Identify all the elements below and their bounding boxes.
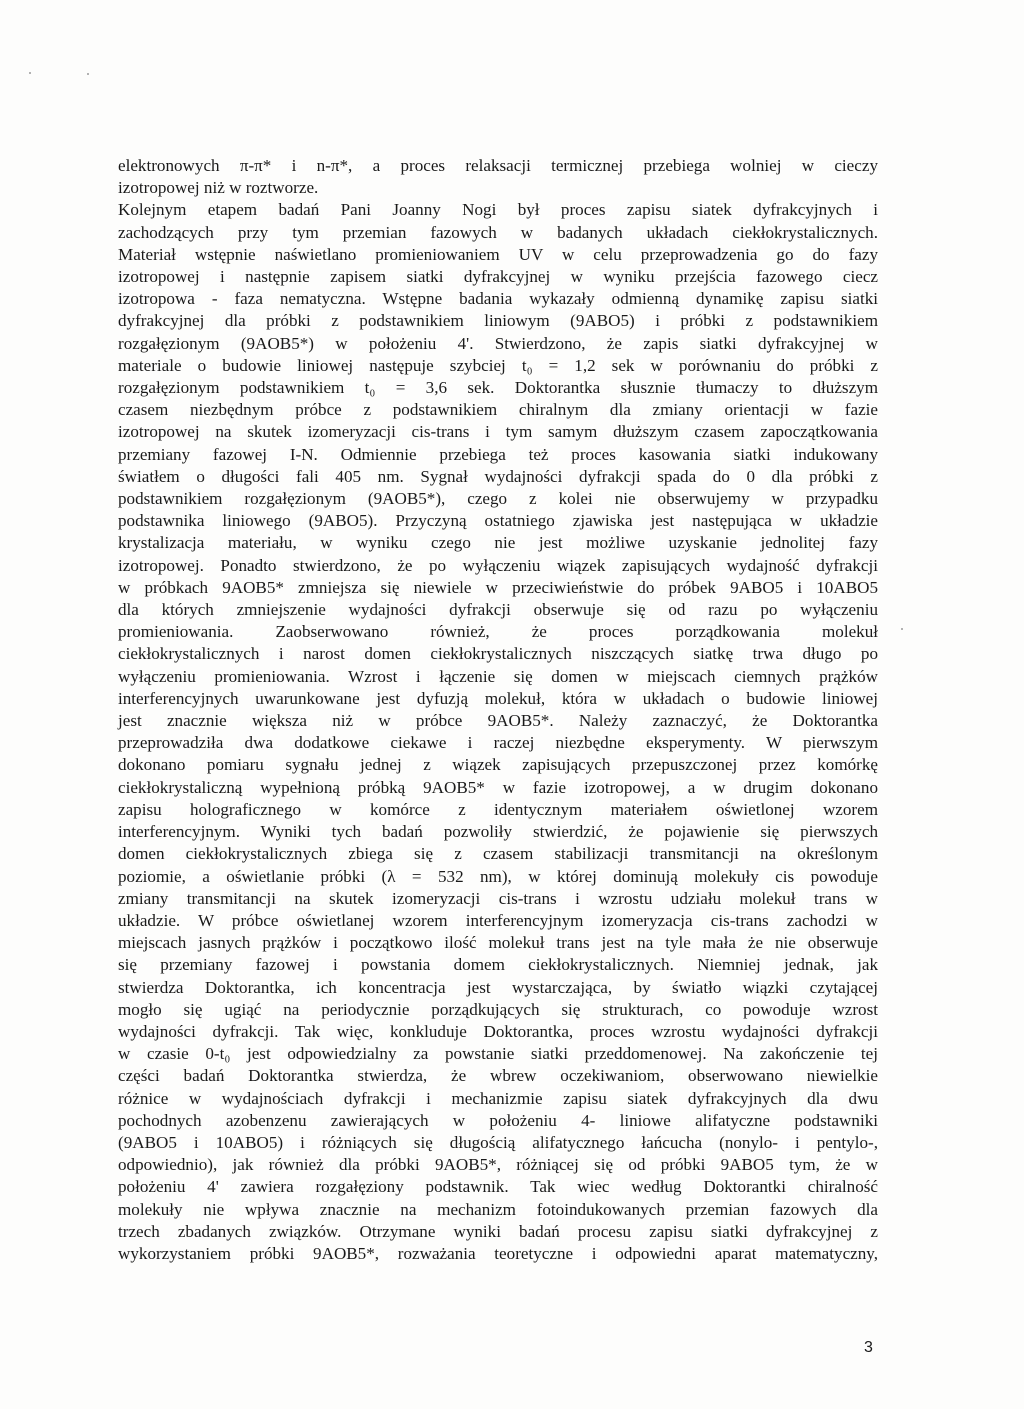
text-line: jest znacznie większa niż w próbce 9AOB5*. Należy zaznaczyć, że Doktorantka — [118, 711, 878, 731]
document-body — [118, 155, 878, 1265]
text-line: części badań Doktorantka stwierdza, że wbrew oczekiwaniom, obserwowano niewielkie — [118, 1066, 878, 1086]
text-line: elektronowych π-π* i n-π*, a proces relaksacji termicznej przebiega wolniej w cieczy — [118, 156, 878, 175]
scan-speck — [87, 73, 89, 75]
text-line: w próbkach 9AOB5* zmniejsza się niewiele w przeciwieństwie do próbek 9ABO5 i 10ABO5 — [118, 577, 878, 597]
text-line: wykorzystaniem próbki 9AOB5*, rozważania teoretyczne i odpowiedni aparat matematyczny, — [118, 1243, 878, 1263]
text-line: interferencyjnym. Wyniki tych badań pozwoliły stwierdzić, że pojawienie się pierwszych — [118, 822, 878, 842]
text-line: układzie. W próbce oświetlanej wzorem interferencyjnym izomeryzacja cis-trans zachodzi w — [118, 910, 878, 930]
text-line: stwierdza Doktorantka, ich koncentracja jest wystarczająca, by światło wiązki czytającej — [118, 977, 878, 997]
text-line: dokonano pomiaru sygnału jednej z wiązek zapisujących przepuszczonej przez komórkę — [118, 755, 878, 775]
text-line: Materiał wstępnie naświetlano promieniowaniem UV w celu przeprowadzenia go do fazy — [118, 244, 878, 264]
text-line: się przemiany fazowej i powstania domem ciekłokrystalicznych. Niemniej jednak, jak — [118, 955, 878, 975]
text-line: izotropowej i następnie zapisem siatki dyfrakcyjnej w wyniku przejścia fazowego ciecz — [118, 267, 878, 287]
text-line: podstawnikiem rozgałęzionym (9AOB5*), czego z kolei nie obserwujemy w przypadku — [118, 489, 878, 509]
text-line: izotropowej. Ponadto stwierdzono, że po wyłączeniu wiązek zapisujących wydajność dyfrakcji — [118, 555, 878, 575]
text-line: podstawnika liniowego (9ABO5). Przyczyną ostatniego zjawiska jest następująca w układzie — [118, 511, 878, 531]
text-line: wydajności dyfrakcji. Tak więc, konkluduje Doktorantka, proces wzrostu wydajności dyfrakcji — [118, 1021, 878, 1041]
text-line: rozgałęzionym podstawnikiem t₀ = 3,6 sek. Doktorantka słusznie tłumaczy to dłuższym — [118, 378, 878, 398]
scan-speck — [29, 72, 31, 74]
text-line: położeniu 4' zawiera rozgałęziony podstawnik. Tak wiec według Doktorantki chiralność — [118, 1177, 878, 1197]
page-number: 3 — [864, 1339, 873, 1356]
text-line: zapisu holograficznego w komórce z identycznym materiałem oświetlonej wzorem — [118, 799, 878, 819]
text-line: różnice w wydajnościach dyfrakcji i mechanizmie zapisu siatek dyfrakcyjnych dla dwu — [118, 1088, 878, 1108]
text-line: interferencyjnych uwarunkowane jest dyfuzją molekuł, która w układach o budowie liniowej — [118, 688, 878, 708]
text-line: izotropowej niż w roztworze. — [118, 178, 319, 198]
text-line: światłem o długości fali 405 nm. Sygnał wydajności dyfrakcji spada do 0 dla próbki z — [118, 466, 878, 486]
text-line: molekuły nie wpływa znacznie na mechanizm fotoindukowanych przemian fazowych dla — [118, 1199, 878, 1219]
text-line: przeprowadziła dwa dodatkowe ciekawe i raczej niezbędne eksperymenty. W pierwszym — [118, 733, 878, 753]
text-line: czasem niezbędnym próbce z podstawnikiem chiralnym dla zmiany orientacji w fazie — [118, 400, 878, 420]
text-line: ciekłokrystaliczną wypełnioną próbką 9AOB5* w fazie izotropowej, a w drugim dokonano — [118, 777, 878, 797]
text-line: w czasie 0-t₀ jest odpowiedzialny za powstanie siatki przeddomenowej. Na zakończenie tej — [118, 1044, 878, 1064]
text-line: pochodnych azobenzenu zawierających w położeniu 4- liniowe alifatyczne podstawniki — [118, 1110, 878, 1130]
text-line: dyfrakcyjnej dla próbki z podstawnikiem liniowym (9ABO5) i próbki z podstawnikiem — [118, 311, 878, 331]
text-line: materiale o budowie liniowej następuje szybciej t₀ = 1,2 sek w porównaniu do próbki z — [118, 355, 878, 375]
text-line: trzech zbadanych związków. Otrzymane wyniki badań procesu zapisu siatki dyfrakcyjnej z — [118, 1221, 878, 1241]
text-line: wyłączeniu promieniowania. Wzrost i łączenie się domen w miejscach ciemnych prążków — [118, 666, 878, 686]
scan-speck — [901, 628, 903, 630]
text-line: izotropowa - faza nematyczna. Wstępne badania wykazały odmienną dynamikę zapisu siatki — [118, 289, 878, 309]
text-line: domen ciekłokrystalicznych zbiega się z czasem stabilizacji transmitancji na określonym — [118, 844, 878, 864]
text-line: rozgałęzionym (9AOB5*) w położeniu 4'. Stwierdzono, że zapis siatki dyfrakcyjnej w — [118, 333, 878, 353]
text-line: poziomie, a oświetlanie próbki (λ = 532 nm), w której dominują molekuły cis powoduje — [118, 866, 878, 886]
text-line: mogło się ugiąć na periodycznie porządkujących się strukturach, co powoduje wzrost — [118, 999, 878, 1019]
text-line: Kolejnym etapem badań Pani Joanny Nogi był proces zapisu siatek dyfrakcyjnych i — [118, 200, 878, 220]
text-line: krystalizacja materiału, w wyniku czego nie jest możliwe uzyskanie jednolitej fazy — [118, 533, 878, 553]
text-line: przemiany fazowej I-N. Odmiennie przebiega też proces kasowania siatki indukowany — [118, 444, 878, 464]
text-line: zachodzących przy tym przemian fazowych w badanych układach ciekłokrystalicznych. — [118, 222, 878, 242]
text-line: ciekłokrystalicznych i narost domen ciekłokrystalicznych niszczących siatkę trwa długo po — [118, 644, 878, 664]
text-line: izotropowej na skutek izomeryzacji cis-trans i tym samym dłuższym czasem zapoczątkowania — [118, 422, 878, 442]
text-line: odpowiednio), jak również dla próbki 9AOB5*, różniącej się od próbki 9ABO5 tym, że w — [118, 1155, 878, 1175]
text-line: promieniowania. Zaobserwowano również, że proces porządkowania molekuł — [118, 622, 878, 642]
text-line: zmiany transmitancji na skutek izomeryzacji cis-trans i wzrostu udziału molekuł trans w — [118, 888, 878, 908]
text-line: miejscach jasnych prążków i początkowo ilość molekuł trans jest na tyle mała że nie obserwuje — [118, 933, 878, 953]
text-line: dla których zmniejszenie wydajności dyfrakcji obserwuje się od razu po wyłączeniu — [118, 600, 878, 620]
text-line: (9ABO5 i 10ABO5) i różniących się długością alifatycznego łańcucha (nonylo- i pentylo-, — [118, 1132, 878, 1152]
